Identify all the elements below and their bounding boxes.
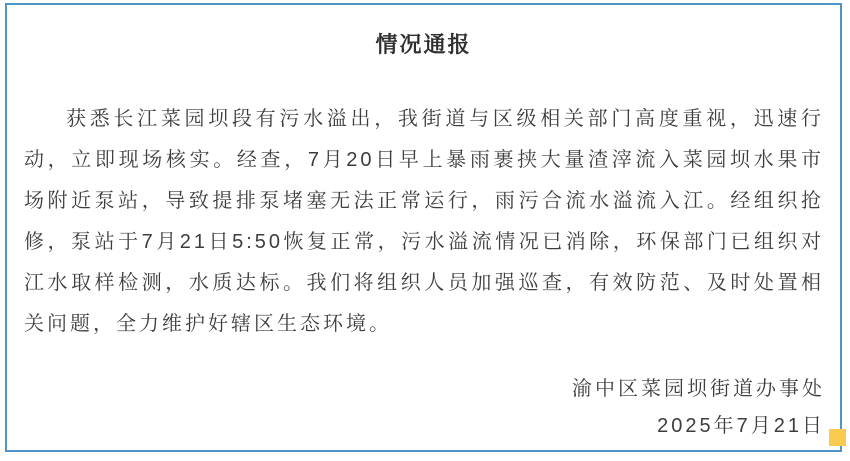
notice-title: 情况通报	[375, 32, 472, 57]
signature-block	[572, 371, 825, 445]
notice-card	[5, 3, 842, 452]
signature-date: 2025年7月21日	[657, 415, 825, 437]
notice-body: 获悉长江菜园坝段有污水溢出，我街道与区级相关部门高度重视，迅速行动，立即现场核实。经查，7月20日早上暴雨裹挟大量渣滓流入菜园坝水果市场附近泵站，导致提排泵堵塞无法正常运行，雨污合流水溢流入江。经组织抢修，泵站于7月21日5:50恢复正常，污水溢流情况已消除，环保部门已组织对江水取样检测，水质达标。我们将组织人员加强巡查，有效防范、及时处置相关问题，全力维护好辖区生态环境。	[24, 108, 824, 335]
signature-org: 渝中区菜园坝街道办事处	[572, 378, 825, 400]
corner-accent-square	[829, 429, 846, 446]
